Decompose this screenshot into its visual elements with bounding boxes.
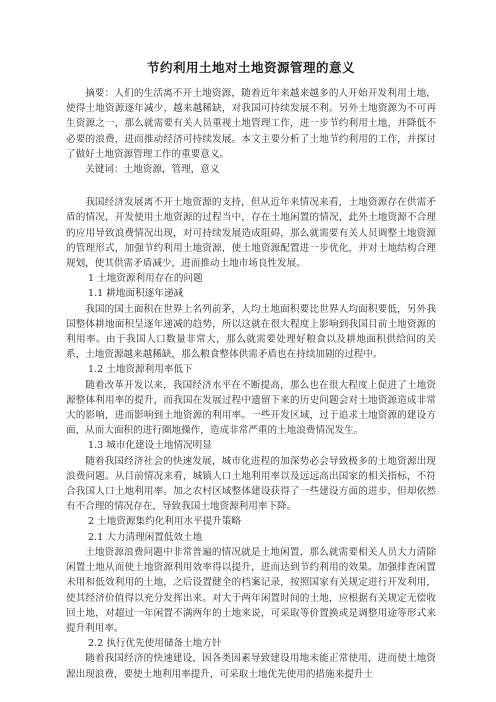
keywords-line: 关键词：土地资源，管理，意义 [85,164,220,176]
subsection-heading-1-2: 1.2 土地资源利用率低下 [88,364,193,376]
subsection-heading-2-1: 2.1 大力清理闲置低效土地 [88,531,203,543]
paragraph-2-2: 随着我国经济的快速建设，因各类因素导致建设用地未能正常使用，进而使土地资源出现浪费，要使土地利用率提升，可采取土地优先使用的措施来提升土 [66,653,436,680]
abstract-paragraph: 摘要：人们的生活离不开土地资源，随着近年来越来越多的人开始开发利用土地，使得土地资源逐年减少，越来越稀缺，对我国可持续发展不利。另外土地资源为不可再生资源之一，那么就需要有关人员重视土地管理工作，进一步节约利用土地，并降低不必要的浪费，进而推动经济可持续发展。本文主要分析了土地节约利用的工作，并探讨了做好土地资源管理工作的重要意义。 [66,88,436,160]
section-heading-1: 1 土地资源利用存在的问题 [88,273,203,285]
paragraph-1-2: 随着改革开发以来，我国经济水平在不断提高，那么也在很大程度上促进了土地资源整体利用率的提升，而我国在发展过程中遗留下来的历史问题会对土地资源造成非常大的影响，进而影响到土地资源的利用率。一些开发区域，过于追求土地资源的建设方面，从而大面积的进行圈地操作，造成非常严重的土地浪费情况发生。 [66,379,436,437]
paragraph-1-1: 我国的国土面积在世界上名列前茅，人均土地面积要比世界人均面积要低，另外我国整体耕地面积呈逐年递减的趋势，所以这就在很大程度上影响到我国目前土地资源的利用率。由于我国人口数量非常大，那么就需要处理好粮食以及耕地面积供给间的关系，土地资源越来越稀缺，那么粮食整体供需矛盾也在持续加剧的过程中。 [66,303,436,361]
paragraph-2-1: 土地资源浪费问题中非常普遍的情况就是土地闲置，那么就需要相关人员大力清除闲置土地从而使土地资源利用效率得以提升，进而达到节约利用的效果。加强排查闲置未用和低效利用的土地，之后设置健全的档案记录，按照国家有关规定进行开发利用，使其经济价值得以充分发挥出来。对大于两年闲置时间的土地，应根据有关规定无偿收回土地，对超过一年闲置不满两年的土地来说，可采取等价置换或是调整用途等形式来提升利用率。 [66,546,436,634]
subsection-heading-2-2: 2.2 执行优先使用储备土地方针 [88,638,222,650]
subsection-heading-1-1: 1.1 耕地面积逐年递减 [88,288,184,300]
subsection-heading-1-3: 1.3 城市化建设土地情况明显 [88,440,212,452]
section-heading-2: 2 土地资源集约化利用水平提升策略 [88,516,242,528]
intro-paragraph: 我国经济发展离不开土地资源的支持，但从近年来情况来看，土地资源存在供需矛盾的情况，开发使用土地资源的过程当中，存在土地闲置的情况，此外土地资源不合理的应用导致浪费情况出现，对可持续发展造成阻碍，那么就需要有关人员调整土地资源的管理形式，加强节约利用土地资源，使土地资源配置进一步优化，并对土地结构合理规划，使其供需矛盾减少，进而推动土地市场良性发展。 [66,197,436,270]
document-title: 节约利用土地对土地资源管理的意义 [146,60,355,75]
paragraph-1-3: 随着我国经济社会的快速发展，城市化进程的加深势必会导致极多的土地资源出现浪费问题。从目前情况来看，城镇人口土地利用率以及远远高出国家的相关指标，不符合我国人口土地利用率。加之农村区域整体建设获得了一些建设方面的进步，但却依然有不合理的情况存在，导致我国土地资源利用率下降。 [66,455,436,513]
